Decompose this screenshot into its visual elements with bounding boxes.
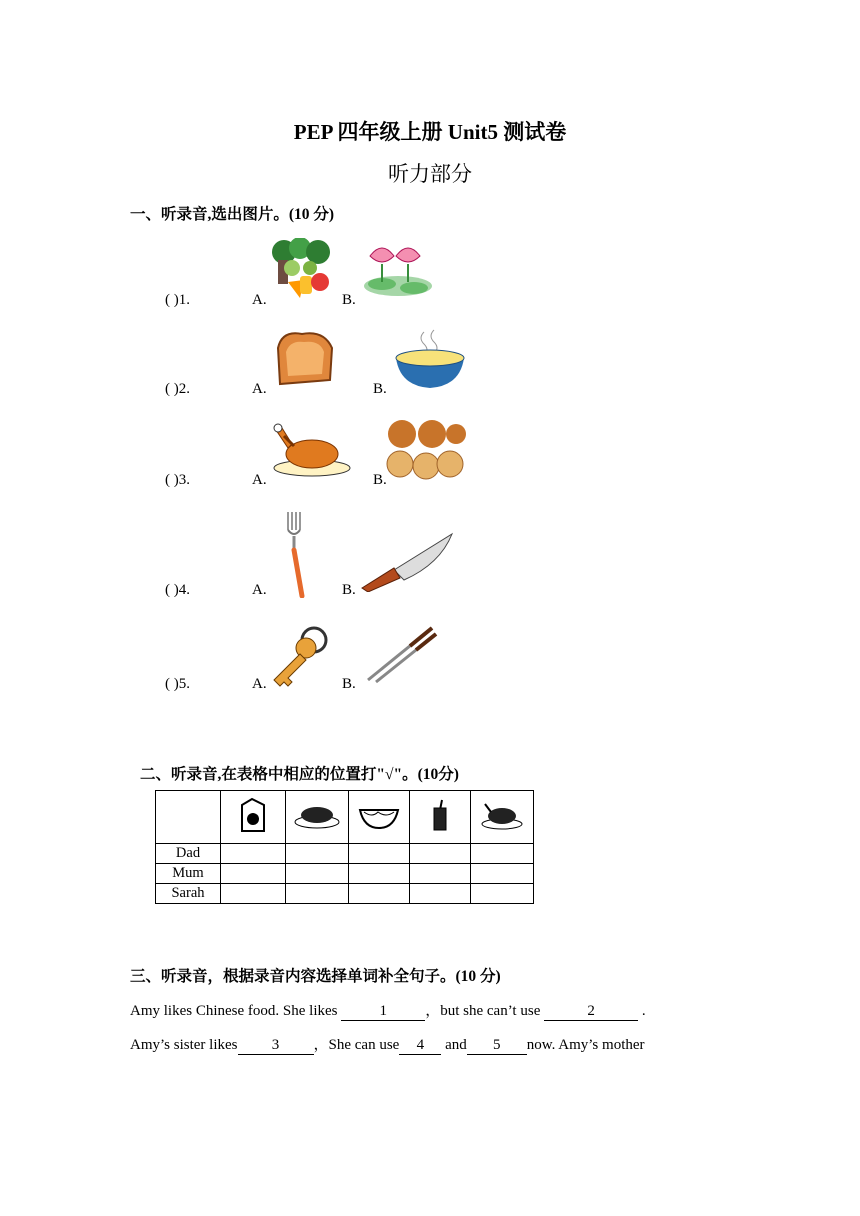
answer-cell[interactable] <box>349 864 410 884</box>
section2-heading: 二、听录音,在表格中相应的位置打"√"。(10分) <box>140 766 459 783</box>
option-b-label: B. <box>373 472 387 488</box>
answer-cell[interactable] <box>286 864 349 884</box>
question-2-label: ( )2. <box>165 381 190 397</box>
question-5-label: ( )5. <box>165 676 190 692</box>
soup-picture <box>394 328 466 390</box>
knife-picture <box>360 530 456 592</box>
milk-carton-icon <box>236 797 270 833</box>
answer-cell[interactable] <box>349 844 410 864</box>
passage-text: ，She can use <box>313 1037 400 1053</box>
blank-1[interactable]: 1 <box>341 1003 425 1021</box>
roast-chicken-picture <box>272 418 352 478</box>
passage-text: Amy’s sister likes <box>130 1037 238 1053</box>
answer-cell[interactable] <box>410 864 471 884</box>
blank-3[interactable]: 3 <box>238 1037 314 1055</box>
passage-text: now. Amy’s mother <box>526 1037 645 1053</box>
answer-cell[interactable] <box>221 864 286 884</box>
answer-cell[interactable] <box>471 864 534 884</box>
section1-heading: 一、听录音,选出图片。(10 分) <box>130 206 335 223</box>
row-label: Sarah <box>156 884 221 904</box>
table-header-cell <box>471 791 534 844</box>
vegetables-picture <box>270 238 334 300</box>
option-b-label: B. <box>342 676 356 692</box>
option-b-label: B. <box>342 582 356 598</box>
answer-cell[interactable] <box>471 844 534 864</box>
key-picture <box>268 624 332 690</box>
fork-picture <box>276 510 316 598</box>
row-label: Mum <box>156 864 221 884</box>
passage-line-2 <box>130 1033 645 1055</box>
passage-text: . <box>638 1003 646 1019</box>
answer-table <box>155 790 534 904</box>
row-label: Dad <box>156 844 221 864</box>
answer-cell[interactable] <box>286 844 349 864</box>
lotus-picture <box>362 238 434 298</box>
answer-cell[interactable] <box>471 884 534 904</box>
noodles-bowl-icon <box>356 800 402 830</box>
table-corner-cell <box>156 791 221 844</box>
page-title: PEP 四年级上册 Unit5 测试卷 <box>293 120 567 144</box>
option-a-label: A. <box>252 292 267 308</box>
passage-text: ，but she can’t use <box>425 1003 545 1019</box>
table-header-cell <box>286 791 349 844</box>
chopsticks-picture <box>362 624 438 684</box>
answer-cell[interactable] <box>221 844 286 864</box>
option-a-label: A. <box>252 582 267 598</box>
table-header-cell <box>349 791 410 844</box>
option-a-label: A. <box>252 472 267 488</box>
juice-cup-icon <box>430 798 450 832</box>
page-subtitle: 听力部分 <box>388 162 472 186</box>
option-b-label: B. <box>342 292 356 308</box>
question-3-label: ( )3. <box>165 472 190 488</box>
section3-heading: 三、听录音，根据录音内容选择单词补全句子。(10 分) <box>130 968 501 985</box>
passage-line-1 <box>130 999 646 1021</box>
passage-text: Amy likes Chinese food. She likes <box>130 1003 342 1019</box>
table-header-cell <box>410 791 471 844</box>
answer-cell[interactable] <box>221 884 286 904</box>
answer-cell[interactable] <box>286 884 349 904</box>
fish-dish-icon <box>293 800 341 830</box>
option-b-label: B. <box>373 381 387 397</box>
table-header-cell <box>221 791 286 844</box>
answer-cell[interactable] <box>349 884 410 904</box>
blank-5[interactable]: 5 <box>467 1037 527 1055</box>
answer-cell[interactable] <box>410 884 471 904</box>
bread-picture <box>272 328 340 388</box>
option-a-label: A. <box>252 381 267 397</box>
chicken-dish-icon <box>481 800 523 830</box>
passage-text: and <box>441 1037 467 1053</box>
question-1-label: ( )1. <box>165 292 190 308</box>
table-row <box>156 844 534 864</box>
blank-4[interactable]: 4 <box>399 1037 441 1055</box>
cookies-picture <box>386 418 466 480</box>
question-4-label: ( )4. <box>165 582 190 598</box>
option-a-label: A. <box>252 676 267 692</box>
answer-cell[interactable] <box>410 844 471 864</box>
table-row <box>156 864 534 884</box>
table-row <box>156 884 534 904</box>
blank-2[interactable]: 2 <box>544 1003 638 1021</box>
